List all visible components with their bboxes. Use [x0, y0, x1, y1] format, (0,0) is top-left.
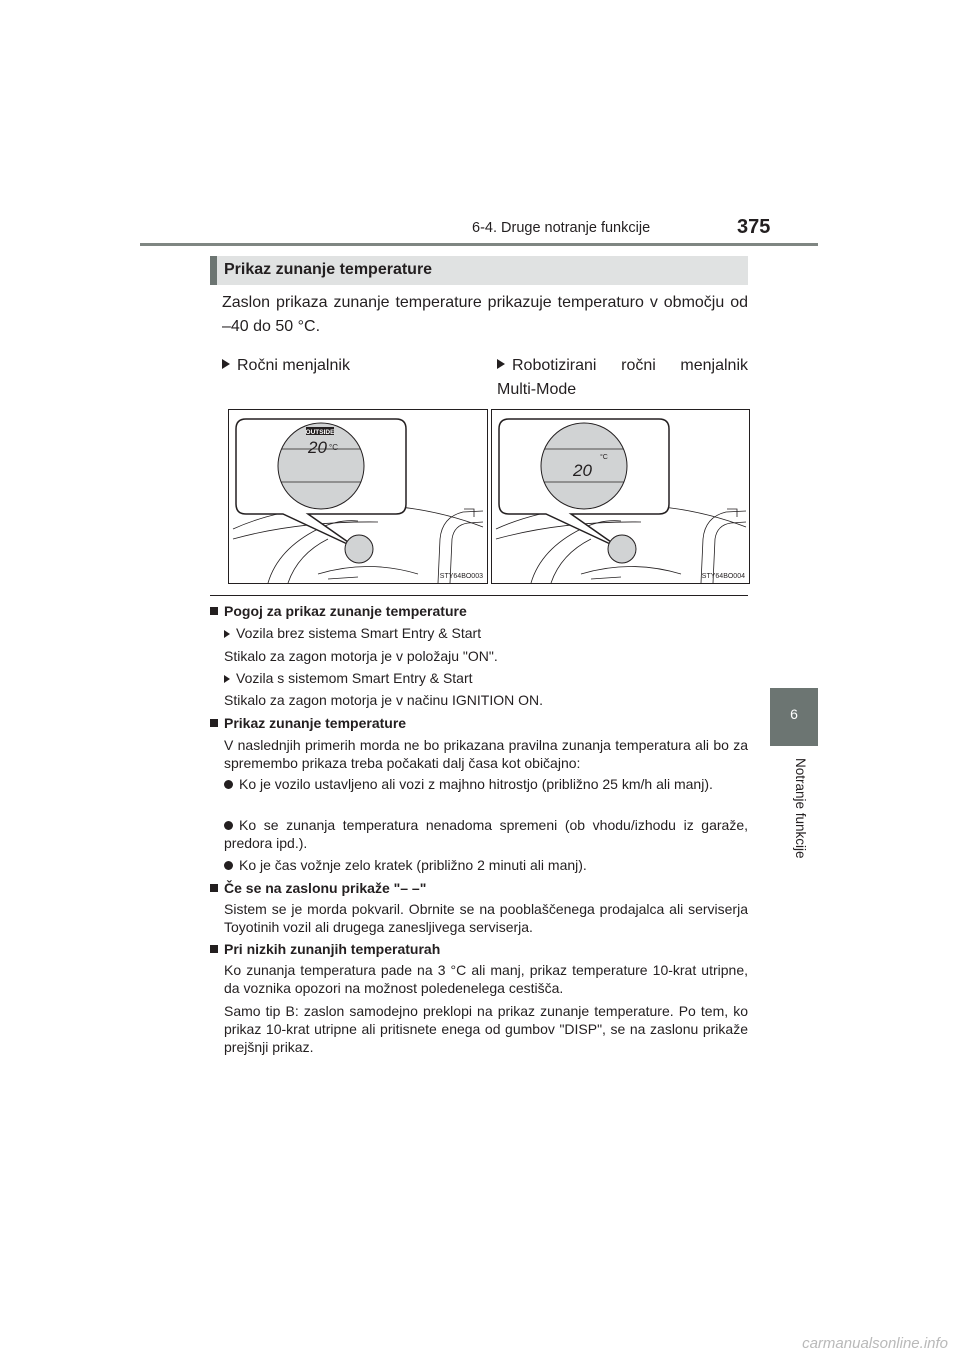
watermark: carmanualsonline.info: [802, 1335, 948, 1352]
square-bullet-icon: [210, 607, 218, 615]
chapter-title: Notranje funkcije: [793, 758, 808, 859]
figure-right: [492, 410, 750, 584]
note-subitem: Vozila brez sistema Smart Entry & Start: [224, 624, 481, 642]
note-text: Stikalo za zagon motorja je v načinu IGNITION ON.: [224, 692, 544, 708]
note-heading: Pogoj za prikaz zunanje temperature: [210, 602, 467, 620]
header-section-title: 6-4. Druge notranje funkcije: [472, 220, 651, 236]
note-heading: Pri nizkih zunanjih temperaturah: [210, 940, 440, 958]
column-label-right: Robotizirani ročni menjalnik Multi-Mode: [497, 357, 748, 398]
note-subitem: Vozila s sistemom Smart Entry & Start: [224, 669, 473, 687]
separator-rule: [210, 595, 748, 596]
temp-unit-left: °C: [329, 443, 338, 452]
temp-unit-right: °C: [600, 454, 608, 461]
list-item: Ko je vozilo ustavljeno ali vozi z majhno hitrostjo (približno 25 km/h ali manj).: [224, 775, 748, 793]
temp-reading-right: 20: [573, 461, 592, 480]
square-bullet-icon: [210, 884, 218, 892]
arrow-right-icon: [497, 359, 505, 369]
chapter-number: 6: [790, 706, 798, 722]
page-number: 375: [737, 216, 771, 238]
figure-code-left: STY64BO003: [439, 573, 483, 580]
note-text: V naslednjih primerih morda ne bo prikazana pravilna zunanja temperatura ali bo za spremembo prikaza treba počakati dalj časa kot običajno:: [224, 737, 748, 771]
list-item: Ko se zunanja temperatura nenadoma spremeni (ob vhodu/izhodu iz garaže, predora ipd.).: [224, 817, 748, 851]
square-bullet-icon: [210, 719, 218, 727]
note-text: Sistem se je morda pokvaril. Obrnite se na pooblaščenega prodajalca ali serviserja Toyotinih vozil ali drugega zanesljivega serviserja.: [224, 901, 748, 935]
figure-code-right: STY64BO004: [701, 573, 745, 580]
column-label-left: Ročni menjalnik: [222, 354, 350, 378]
dashboard-illustration: [228, 409, 750, 584]
round-bullet-icon: [224, 861, 233, 870]
section-heading: Prikaz zunanje temperature: [224, 261, 433, 278]
note-text: Samo tip B: zaslon samodejno preklopi na prikaz zunanje temperature. Po tem, ko prikaz 10-krat utripne ali pritisnete enega od gumbov "DISP", se na zaslonu prikaže prejšnji prikaz.: [224, 1003, 748, 1055]
section-intro: Zaslon prikaza zunanje temperature prikazuje temperaturo v območju od –40 do 50 °C.: [222, 294, 748, 335]
section-heading-marker: [210, 256, 217, 285]
arrow-right-icon: [224, 630, 230, 638]
list-item: Ko je čas vožnje zelo kratek (približno 2 minuti ali manj).: [224, 856, 748, 874]
arrow-right-icon: [222, 359, 230, 369]
figure-left: [229, 410, 488, 584]
note-text: Ko zunanja temperatura pade na 3 °C ali manj, prikaz temperature 10-krat utripne, da voznika opozori na možnost poledenelega cestišča.: [224, 962, 748, 996]
temp-reading-left: 20: [308, 438, 327, 457]
note-heading: Prikaz zunanje temperature: [210, 714, 406, 732]
square-bullet-icon: [210, 945, 218, 953]
header-rule: [140, 243, 818, 246]
note-heading: Če se na zaslonu prikaže "– –": [210, 879, 426, 897]
arrow-right-icon: [224, 675, 230, 683]
round-bullet-icon: [224, 780, 233, 789]
outside-label: OUTSIDE: [305, 429, 335, 436]
note-text: Stikalo za zagon motorja je v položaju "ON".: [224, 648, 498, 664]
round-bullet-icon: [224, 821, 233, 830]
